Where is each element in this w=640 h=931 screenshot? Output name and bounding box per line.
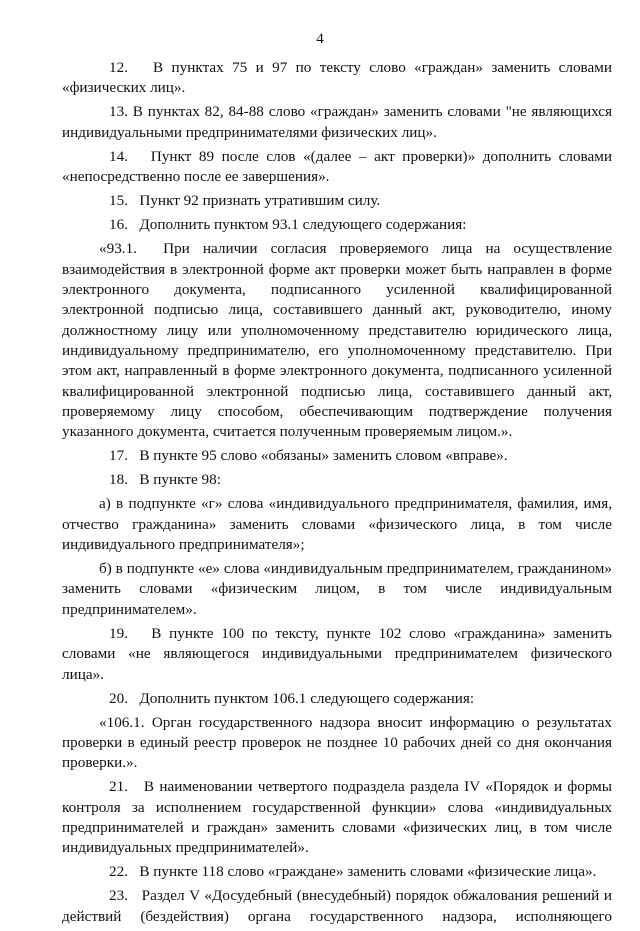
paragraph-subitem-b: б) в подпункте «е» слова «индивидуальным предпринимателем, гражданином» заменить словами «физическим лицом, в том числе индивидуальным предпринимателем». [62,560,612,618]
paragraph-quote-93-1: «93.1. При наличии согласия проверяемого лица на осуществление взаимодействия в электронной форме акт проверки может быть направлен в форме электронного документа, подписанного усиленной квалифицированной электронной подписью лица, составившего данный акт, руководителю, иному должностному лицу или уполномоченному представителю юридического лица, индивидуальному предпринимателю, его уполномоченному представителю. При этом акт, направленный в форме электронного документа, подписанного усиленной квалифицированной электронной подписью лица, составившего данный акт, проверяемому лицу способом, обеспечивающим подтверждение получения указанного документа, считается полученным проверяемым лицом.». [62,240,612,441]
paragraph-item-23: 23. Раздел V «Досудебный (внесудебный) порядок обжалования решений и действий (бездействия) органа государственного надзора, исполняющего [62,887,612,925]
paragraph-item-18: 18. В пункте 98: [109,471,221,489]
paragraph-item-22: 22. В пункте 118 слово «граждане» заменить словами «физические лица». [109,863,597,881]
paragraph-subitem-a: а) в подпункте «г» слова «индивидуального предпринимателя, фамилия, имя, отчество гражданина» заменить словами «физического лица, в том числе индивидуального предпринимателя»; [62,495,612,554]
paragraph-item-19: 19. В пункте 100 по тексту, пункте 102 слово «гражданина» заменить словами «не являющегося индивидуальными предпринимателем физического лица». [62,624,612,683]
paragraph-item-14: 14. Пункт 89 после слов «(далее – акт проверки)» дополнить словами «непосредственно после ее завершения». [62,147,612,186]
paragraph-item-17: 17. В пункте 95 слово «обязаны» заменить словом «вправе». [109,447,508,465]
paragraph-item-16: 16. Дополнить пунктом 93.1 следующего содержания: [109,216,467,234]
paragraph-item-13: 13. В пунктах 82, 84-88 слово «граждан» заменить словами "не являющихся индивидуальными предпринимателями физических лиц». [62,103,612,141]
paragraph-item-21: 21. В наименовании четвертого подраздела раздела IV «Порядок и формы контроля за исполнением государственной функции» слова «индивидуальных предпринимателей и граждан» заменить словами «физических лиц, в том числе индивидуальных предпринимателей». [62,778,612,857]
page-number: 4 [316,31,324,47]
document-body [62,58,612,931]
paragraph-quote-106-1: «106.1. Орган государственного надзора вносит информацию о результатах проверки в единый реестр проверок не позднее 10 рабочих дней со дня окончания проверки.». [62,713,612,772]
paragraph-item-12: 12. В пунктах 75 и 97 по тексту слово «граждан» заменить словами «физических лиц». [62,59,612,97]
paragraph-item-15: 15. Пункт 92 признать утратившим силу. [109,192,381,210]
paragraph-item-20: 20. Дополнить пунктом 106.1 следующего содержания: [109,689,475,707]
